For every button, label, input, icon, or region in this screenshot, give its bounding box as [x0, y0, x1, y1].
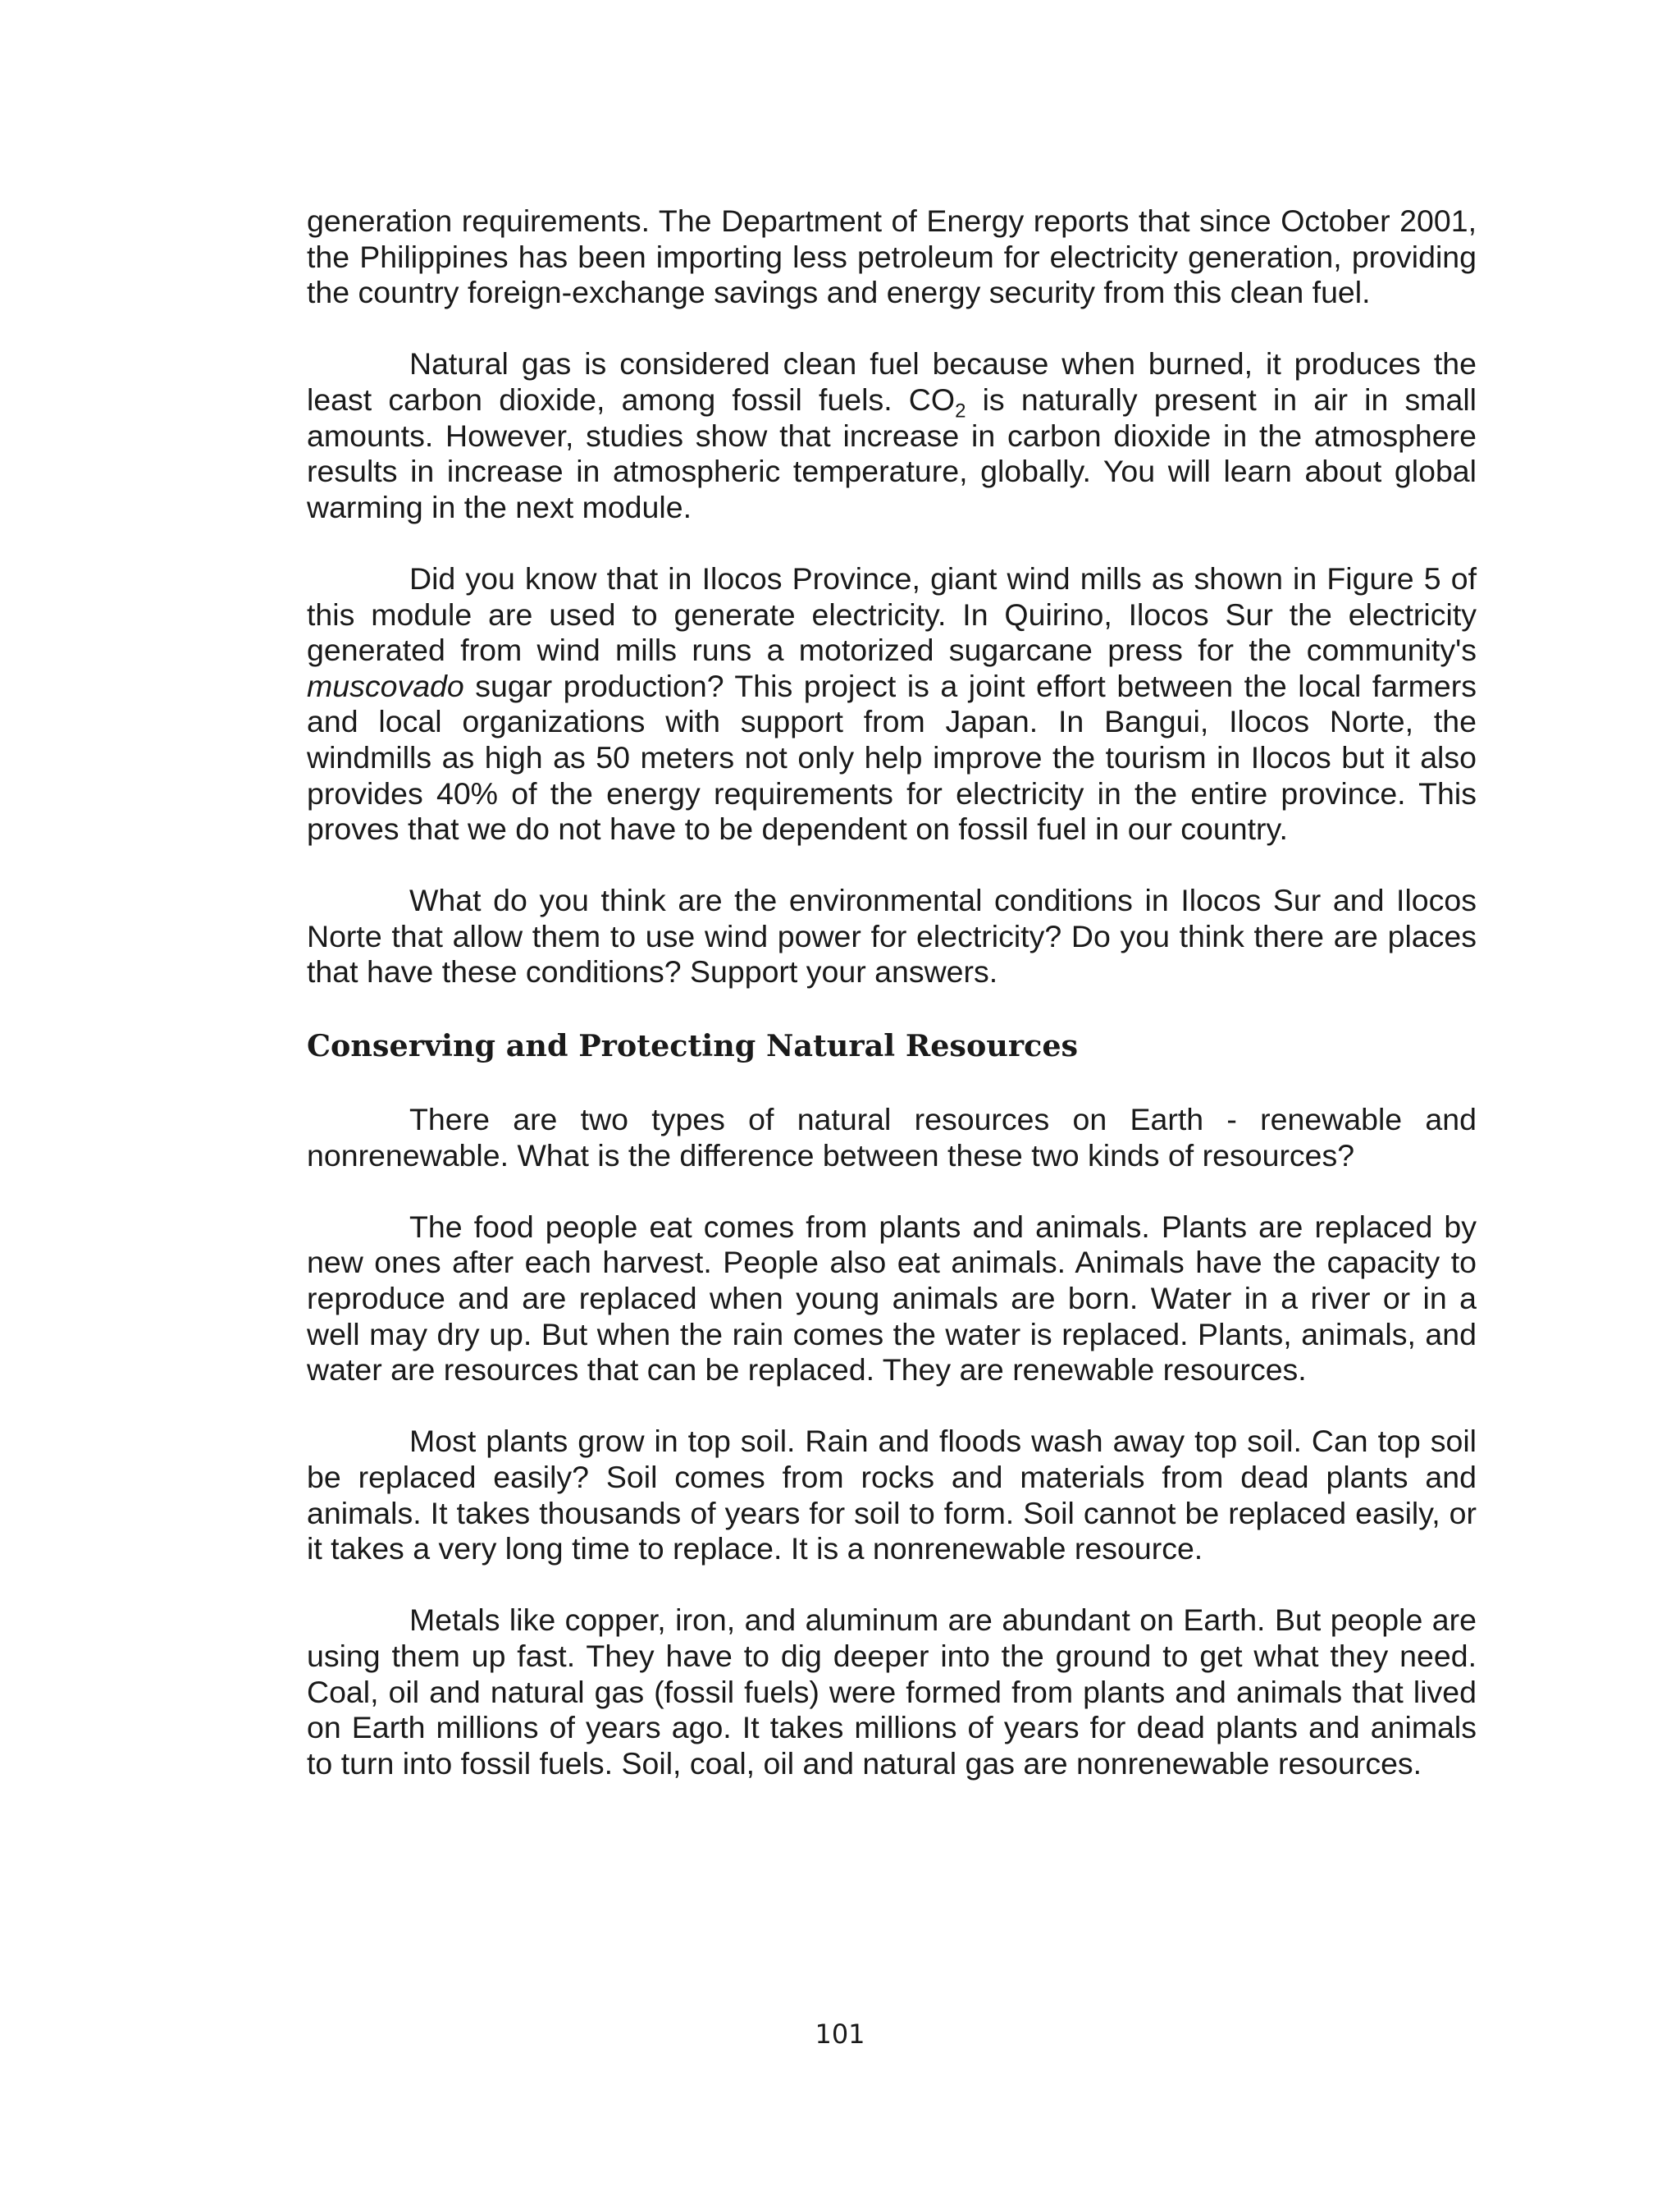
paragraph-2-text-b: is naturally present in air in small amounts. However, studies show that increase in carbon dioxide in the atmosphere results in increase in atmospheric temperature, globally. You will learn about global warming in the next module.: [307, 382, 1477, 524]
paragraph-6: The food people eat comes from plants and animals. Plants are replaced by new ones after each harvest. People also eat animals. Animals have the capacity to reproduce and are replaced when young animals are born. Water in a river or in a well may dry up. But when the rain comes the water is replaced. Plants, animals, and water are resources that can be replaced. They are renewable resources.: [307, 1209, 1477, 1388]
page-number: 101: [815, 2019, 865, 2050]
paragraph-3-text-b: sugar production? This project is a joint effort between the local farmers and local organizations with support from Japan. In Bangui, Ilocos Norte, the windmills as high as 50 meters not only help improve the tourism in Ilocos but it also provides 40% of the energy requirements for electricity in the entire province. This proves that we do not have to be dependent on fossil fuel in our country.: [307, 668, 1477, 847]
paragraph-3-text-a: Did you know that in Ilocos Province, giant wind mills as shown in Figure 5 of this module are used to generate electricity. In Quirino, Ilocos Sur the electricity generated from wind mills runs a motorized sugarcane press for the community's: [307, 560, 1477, 668]
paragraph-2: [307, 346, 1477, 525]
paragraph-3: [307, 561, 1477, 848]
section-heading: Conserving and Protecting Natural Resources: [307, 1028, 1079, 1064]
document-page: [307, 203, 1477, 1781]
co2-subscript: 2: [955, 400, 966, 423]
paragraph-8: Metals like copper, iron, and aluminum are abundant on Earth. But people are using them up fast. They have to dig deeper into the ground to get what they need. Coal, oil and natural gas (fossil fuels) were formed from plants and animals that lived on Earth millions of years ago. It takes millions of years for dead plants and animals to turn into fossil fuels. Soil, coal, oil and natural gas are nonrenewable resources.: [307, 1602, 1477, 1781]
muscovado-italic: muscovado: [307, 668, 464, 703]
paragraph-5: There are two types of natural resources on Earth - renewable and nonrenewable. What is the difference between these two kinds of resources?: [307, 1102, 1477, 1173]
paragraph-1: generation requirements. The Department of Energy reports that since October 2001, the Philippines has been importing less petroleum for electricity generation, providing the country foreign-exchange savings and energy security from this clean fuel.: [307, 203, 1477, 310]
paragraph-7: Most plants grow in top soil. Rain and floods wash away top soil. Can top soil be replaced easily? Soil comes from rocks and materials from dead plants and animals. It takes thousands of years for soil to form. Soil cannot be replaced easily, or it takes a very long time to replace. It is a nonrenewable resource.: [307, 1424, 1477, 1566]
paragraph-2-text-a: Natural gas is considered clean fuel because when burned, it produces the least carbon dioxide, among fossil fuels. CO: [307, 346, 1477, 417]
paragraph-4: What do you think are the environmental conditions in Ilocos Sur and Ilocos Norte that allow them to use wind power for electricity? Do you think there are places that have these conditions? Support your answers.: [307, 883, 1477, 990]
